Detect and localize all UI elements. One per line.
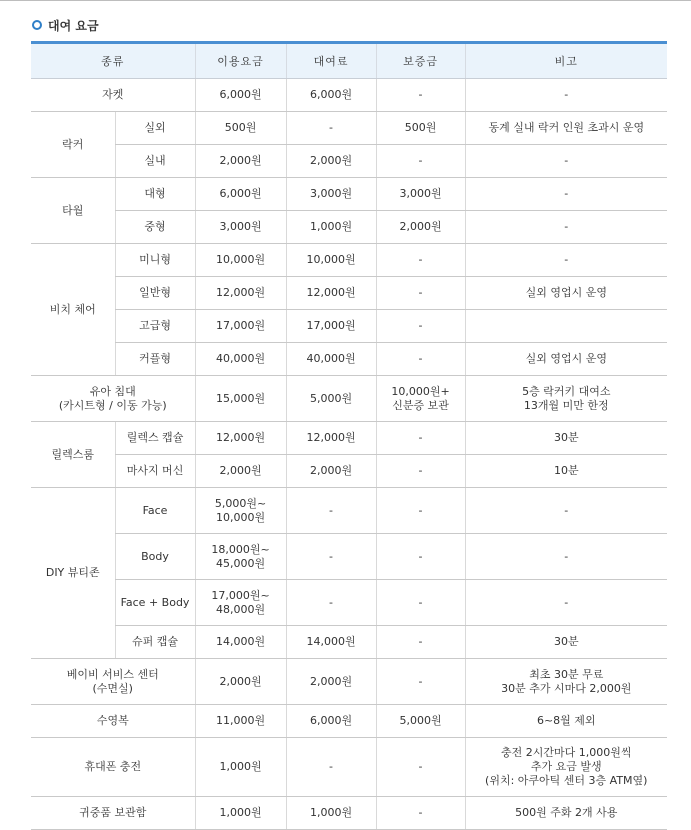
table-row bbox=[31, 145, 667, 178]
rent-cell: 1,000원 bbox=[286, 797, 376, 830]
section-header bbox=[32, 15, 99, 35]
note-cell: 30분 bbox=[465, 422, 667, 455]
table-row bbox=[31, 310, 667, 343]
table-row bbox=[31, 277, 667, 310]
sub-label: Face bbox=[115, 488, 195, 534]
header-type: 종류 bbox=[31, 43, 195, 79]
table-row bbox=[31, 580, 667, 626]
deposit-cell: 2,000원 bbox=[376, 211, 465, 244]
deposit-cell: - bbox=[376, 626, 465, 659]
note-cell: - bbox=[465, 145, 667, 178]
deposit-cell: - bbox=[376, 79, 465, 112]
rent-cell: - bbox=[286, 488, 376, 534]
item-label: 수영복 bbox=[31, 705, 195, 738]
deposit-cell: - bbox=[376, 244, 465, 277]
fee-cell: 40,000원 bbox=[195, 343, 286, 376]
fee-cell bbox=[195, 534, 286, 580]
table-row bbox=[31, 376, 667, 422]
item-label: 자켓 bbox=[31, 79, 195, 112]
fee-line: 17,000원~ bbox=[211, 588, 270, 602]
sub-label: 중형 bbox=[115, 211, 195, 244]
rent-cell: 2,000원 bbox=[286, 145, 376, 178]
fee-cell: 6,000원 bbox=[195, 178, 286, 211]
note-line: (위치: 아쿠아틱 센터 3층 ATM옆) bbox=[485, 774, 648, 787]
deposit-cell: - bbox=[376, 534, 465, 580]
rent-cell: 14,000원 bbox=[286, 626, 376, 659]
fee-cell: 15,000원 bbox=[195, 376, 286, 422]
deposit-line: 10,000원+ bbox=[391, 384, 450, 398]
item-label-line: (수면실) bbox=[92, 681, 133, 695]
rent-cell: - bbox=[286, 112, 376, 145]
fee-cell: 12,000원 bbox=[195, 277, 286, 310]
rent-cell: 17,000원 bbox=[286, 310, 376, 343]
rent-cell: 6,000원 bbox=[286, 79, 376, 112]
item-label bbox=[31, 376, 195, 422]
fee-cell: 6,000원 bbox=[195, 79, 286, 112]
note-cell: - bbox=[465, 488, 667, 534]
table-row bbox=[31, 79, 667, 112]
deposit-cell: 3,000원 bbox=[376, 178, 465, 211]
rent-cell: 12,000원 bbox=[286, 277, 376, 310]
deposit-cell: - bbox=[376, 580, 465, 626]
note-cell: 동계 실내 락커 인원 초과시 운영 bbox=[465, 112, 667, 145]
item-label-line: (카시트형 / 이동 가능) bbox=[58, 398, 167, 412]
fee-cell: 500원 bbox=[195, 112, 286, 145]
table-row bbox=[31, 422, 667, 455]
fee-cell: 2,000원 bbox=[195, 145, 286, 178]
table-row bbox=[31, 626, 667, 659]
deposit-cell: 500원 bbox=[376, 112, 465, 145]
sub-label: 실외 bbox=[115, 112, 195, 145]
table-row bbox=[31, 659, 667, 705]
table-row bbox=[31, 455, 667, 488]
table-row bbox=[31, 534, 667, 580]
deposit-cell: 5,000원 bbox=[376, 705, 465, 738]
fee-cell: 11,000원 bbox=[195, 705, 286, 738]
deposit-cell: - bbox=[376, 145, 465, 178]
sub-label: 마사지 머신 bbox=[115, 455, 195, 488]
header-rent: 대여료 bbox=[286, 43, 376, 79]
item-label: 릴렉스룸 bbox=[31, 422, 115, 488]
deposit-cell: - bbox=[376, 310, 465, 343]
note-line: 13개월 미만 한정 bbox=[523, 398, 609, 412]
header-fee: 이용요금 bbox=[195, 43, 286, 79]
fee-line: 18,000원~ bbox=[211, 542, 270, 556]
table-row bbox=[31, 797, 667, 830]
sub-label: Body bbox=[115, 534, 195, 580]
rent-cell: 10,000원 bbox=[286, 244, 376, 277]
fee-cell: 1,000원 bbox=[195, 738, 286, 797]
item-label: DIY 뷰티존 bbox=[31, 488, 115, 659]
rent-cell: - bbox=[286, 738, 376, 797]
rent-cell: - bbox=[286, 580, 376, 626]
note-line: 추가 요금 발생 bbox=[530, 760, 602, 773]
sub-label: 대형 bbox=[115, 178, 195, 211]
deposit-cell: - bbox=[376, 659, 465, 705]
deposit-cell: - bbox=[376, 488, 465, 534]
fee-cell: 2,000원 bbox=[195, 455, 286, 488]
note-cell: 10분 bbox=[465, 455, 667, 488]
table-row bbox=[31, 112, 667, 145]
rent-cell: 6,000원 bbox=[286, 705, 376, 738]
fee-cell: 14,000원 bbox=[195, 626, 286, 659]
fee-line: 45,000원 bbox=[215, 556, 266, 570]
note-cell: 실외 영업시 운영 bbox=[465, 277, 667, 310]
fee-cell: 12,000원 bbox=[195, 422, 286, 455]
sub-label: 릴렉스 캡슐 bbox=[115, 422, 195, 455]
note-cell: 500원 주화 2개 사용 bbox=[465, 797, 667, 830]
rent-cell: 40,000원 bbox=[286, 343, 376, 376]
rent-cell: 3,000원 bbox=[286, 178, 376, 211]
header-note: 비고 bbox=[465, 43, 667, 79]
item-label-line: 유아 침대 bbox=[89, 384, 136, 398]
sub-label: Face + Body bbox=[115, 580, 195, 626]
fee-cell: 3,000원 bbox=[195, 211, 286, 244]
note-line: 30분 추가 시마다 2,000원 bbox=[501, 681, 632, 695]
note-cell: - bbox=[465, 211, 667, 244]
note-line: 최초 30분 무료 bbox=[529, 667, 604, 681]
rent-cell: 12,000원 bbox=[286, 422, 376, 455]
sub-label: 커플형 bbox=[115, 343, 195, 376]
deposit-cell bbox=[376, 376, 465, 422]
table-row bbox=[31, 178, 667, 211]
note-cell: 30분 bbox=[465, 626, 667, 659]
sub-label: 실내 bbox=[115, 145, 195, 178]
item-label: 락커 bbox=[31, 112, 115, 178]
item-label: 타월 bbox=[31, 178, 115, 244]
fee-line: 5,000원~ bbox=[214, 496, 267, 510]
fee-cell bbox=[195, 488, 286, 534]
deposit-line: 신분증 보관 bbox=[392, 398, 449, 412]
table-row bbox=[31, 244, 667, 277]
sub-label: 일반형 bbox=[115, 277, 195, 310]
section-title: 대여 요금 bbox=[48, 18, 99, 33]
item-label: 귀중품 보관함 bbox=[31, 797, 195, 830]
deposit-cell: - bbox=[376, 797, 465, 830]
top-divider bbox=[0, 0, 691, 1]
rent-cell: 2,000원 bbox=[286, 659, 376, 705]
note-cell: - bbox=[465, 580, 667, 626]
item-label-line: 베이비 서비스 센터 bbox=[66, 667, 159, 681]
fee-line: 48,000원 bbox=[215, 602, 266, 616]
note-line: 5층 락커키 대여소 bbox=[522, 384, 611, 398]
fee-cell: 2,000원 bbox=[195, 659, 286, 705]
rent-cell: 1,000원 bbox=[286, 211, 376, 244]
deposit-cell: - bbox=[376, 422, 465, 455]
note-cell: 실외 영업시 운영 bbox=[465, 343, 667, 376]
fee-cell: 1,000원 bbox=[195, 797, 286, 830]
table-row bbox=[31, 738, 667, 797]
table-row bbox=[31, 488, 667, 534]
fee-cell: 10,000원 bbox=[195, 244, 286, 277]
note-cell: - bbox=[465, 178, 667, 211]
note-cell: - bbox=[465, 244, 667, 277]
sub-label: 미니형 bbox=[115, 244, 195, 277]
table-row bbox=[31, 343, 667, 376]
note-line: 충전 2시간마다 1,000원씩 bbox=[501, 746, 632, 759]
item-label: 휴대폰 충전 bbox=[31, 738, 195, 797]
note-cell bbox=[465, 738, 667, 797]
sub-label: 슈퍼 캡슐 bbox=[115, 626, 195, 659]
item-label bbox=[31, 659, 195, 705]
fee-cell bbox=[195, 580, 286, 626]
table-row bbox=[31, 705, 667, 738]
deposit-cell: - bbox=[376, 738, 465, 797]
header-deposit: 보증금 bbox=[376, 43, 465, 79]
note-cell: - bbox=[465, 534, 667, 580]
table-header-row bbox=[31, 43, 667, 79]
note-cell bbox=[465, 376, 667, 422]
note-cell bbox=[465, 659, 667, 705]
fee-line: 10,000원 bbox=[215, 510, 266, 524]
rental-fee-table bbox=[31, 41, 667, 830]
circle-bullet-icon bbox=[32, 20, 42, 30]
sub-label: 고급형 bbox=[115, 310, 195, 343]
table-row bbox=[31, 211, 667, 244]
note-cell bbox=[465, 310, 667, 343]
deposit-cell: - bbox=[376, 455, 465, 488]
deposit-cell: - bbox=[376, 277, 465, 310]
rent-cell: - bbox=[286, 534, 376, 580]
rent-cell: 5,000원 bbox=[286, 376, 376, 422]
item-label: 비치 체어 bbox=[31, 244, 115, 376]
deposit-cell: - bbox=[376, 343, 465, 376]
rent-cell: 2,000원 bbox=[286, 455, 376, 488]
fee-cell: 17,000원 bbox=[195, 310, 286, 343]
note-cell: - bbox=[465, 79, 667, 112]
note-cell: 6~8월 제외 bbox=[465, 705, 667, 738]
